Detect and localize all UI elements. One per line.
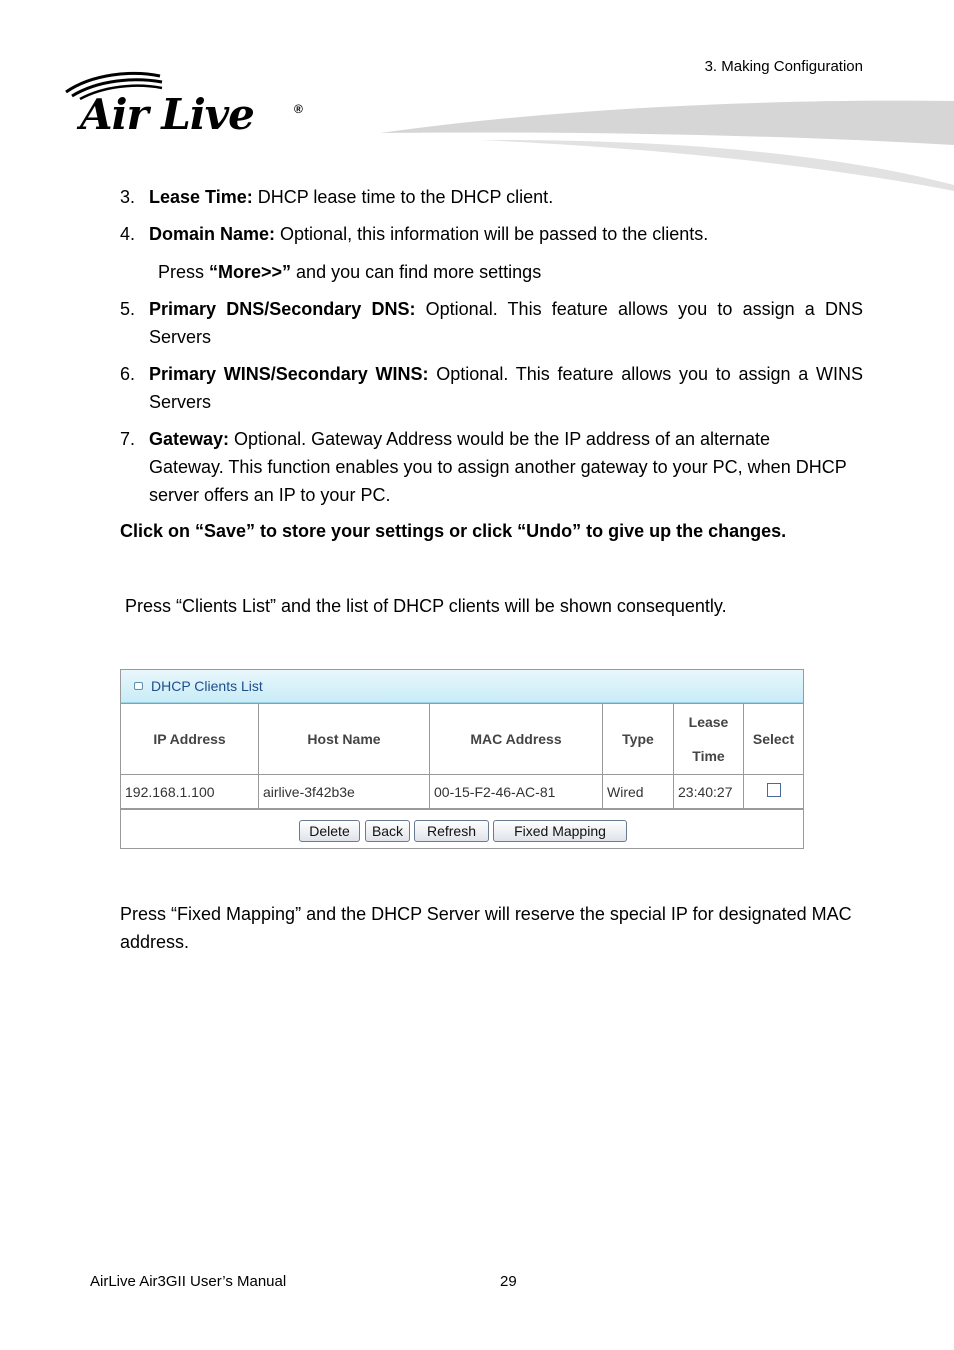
delete-button[interactable]: Delete [299,820,360,842]
fixed-mapping-button[interactable]: Fixed Mapping [493,820,627,842]
footer-manual-title: AirLive Air3GII User’s Manual [90,1273,287,1290]
select-checkbox[interactable] [767,783,781,797]
cell-host: airlive-3f42b3e [259,775,430,809]
chapter-heading: 3. Making Configuration [704,58,863,75]
item-number: 6. [120,364,136,384]
item-label: Gateway: [149,429,230,449]
more-note-bold: “More>>” [209,262,292,282]
back-button[interactable]: Back [365,820,410,842]
table-row [121,775,803,809]
refresh-button[interactable]: Refresh [414,820,489,842]
item-number: 3. [120,187,136,207]
more-note-suffix: and you can find more settings [291,262,542,282]
registered-mark: ® [294,102,303,116]
item-desc: Optional. This feature allows you to assign a WINS Servers [149,364,863,412]
item-number: 4. [120,224,136,244]
item-desc: Optional, this information will be passed to the clients. [275,224,709,244]
col-host-name: Host Name [259,704,430,775]
panel-header [121,670,803,703]
item-desc: Optional. This feature allows you to assign a DNS Servers [149,299,863,347]
list-item [149,295,863,351]
item-number: 5. [120,299,136,319]
item-label: Primary DNS/Secondary DNS: [149,299,416,319]
cell-mac: 00-15-F2-46-AC-81 [430,775,603,809]
button-row [121,809,803,854]
more-note-prefix: Press [158,262,210,282]
item-label: Primary WINS/Secondary WINS: [149,364,429,384]
cell-select [744,775,804,809]
header-swoosh-decoration [380,95,954,195]
cell-ip: 192.168.1.100 [121,775,259,809]
list-item [149,183,863,211]
logo-text: Air Live [80,90,254,139]
item-desc: DHCP lease time to the DHCP client. [252,187,554,207]
airlive-logo [62,70,312,140]
bullet-icon [134,682,143,690]
clients-table [121,703,803,809]
save-note: Click on “Save” to store your settings or click “Undo” to give up the changes. [120,521,787,541]
item-desc: Optional. Gateway Address would be the IP address of an alternate Gateway. This function enables you to assign another gateway to your PC, when DHCP server offers an IP to your PC. [149,429,847,505]
table-header-row [121,704,803,775]
col-type: Type [603,704,674,775]
panel-title: DHCP Clients List [151,678,263,694]
col-ip-address: IP Address [121,704,259,775]
item-number: 7. [120,429,136,449]
cell-lease: 23:40:27 [674,775,744,809]
more-note [158,258,541,286]
cell-type: Wired [603,775,674,809]
col-lease-time: Lease Time [674,704,744,775]
item-label: Lease Time: [149,187,253,207]
col-select: Select [744,704,804,775]
list-item [149,425,849,509]
list-item [149,220,863,248]
page-number: 29 [500,1273,517,1290]
dhcp-clients-panel [120,669,804,849]
clients-note: Press “Clients List” and the list of DHCP clients will be shown consequently. [125,596,727,616]
fixed-mapping-note: Press “Fixed Mapping” and the DHCP Server will reserve the special IP for designated MAC address. [120,904,852,952]
list-item [149,360,863,416]
col-mac-address: MAC Address [430,704,603,775]
item-label: Domain Name: [149,224,276,244]
